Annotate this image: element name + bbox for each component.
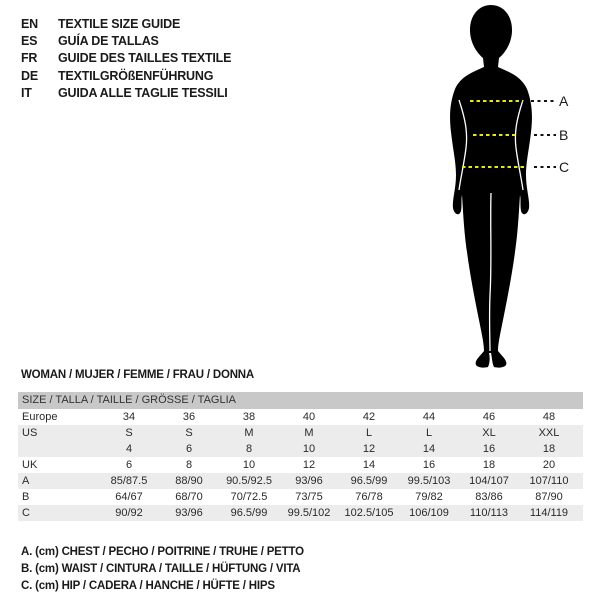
table-cell: 85/87.5 — [110, 475, 148, 487]
table-row-label: C — [22, 507, 30, 519]
table-cell: XL — [482, 427, 496, 439]
table-cell: 102.5/105 — [344, 507, 394, 519]
table-cell: L — [425, 427, 433, 439]
table-cell: 96.5/99 — [350, 475, 388, 487]
language-title: GUIDA ALLE TAGLIE TESSILI — [58, 86, 228, 101]
table-cell: 38 — [242, 411, 256, 423]
woman-silhouette-figure — [400, 0, 600, 380]
table-row — [18, 505, 583, 521]
language-row — [21, 67, 231, 84]
table-row-label: UK — [22, 459, 38, 471]
table-cell: 6 — [125, 459, 133, 471]
table-row-label: A — [22, 475, 30, 487]
table-cell: 90/92 — [115, 507, 143, 519]
legend-item: B. (cm) WAIST / CINTURA / TAILLE / HÜFTUNG / VITA — [21, 563, 301, 575]
table-cell: 93/96 — [175, 507, 203, 519]
table-cell: 104/107 — [469, 475, 509, 487]
table-cell: 12 — [302, 459, 316, 471]
size-table-header: SIZE / TALLA / TAILLE / GRÖSSE / TAGLIA — [18, 392, 583, 409]
table-row — [18, 489, 583, 505]
table-row-label — [18, 441, 99, 457]
table-row — [18, 425, 583, 441]
table-cell: 4 — [125, 443, 133, 455]
language-row — [21, 15, 231, 32]
table-row-label: Europe — [22, 411, 58, 423]
table-cell: 44 — [422, 411, 436, 423]
table-cell: 76/78 — [355, 491, 383, 503]
hip-label: C — [559, 159, 570, 175]
language-title: TEXTILGRÖßENFÜHRUNG — [58, 68, 214, 83]
language-title: GUIDE DES TAILLES TEXTILE — [58, 51, 232, 66]
table-cell: 8 — [245, 443, 253, 455]
table-row — [18, 441, 583, 457]
table-cell: 114/119 — [529, 507, 569, 519]
table-cell: 83/86 — [475, 491, 503, 503]
table-cell: 8 — [185, 459, 193, 471]
table-cell: 12 — [362, 443, 376, 455]
table-row — [18, 457, 583, 473]
table-cell: 14 — [422, 443, 436, 455]
language-code: DE — [21, 68, 38, 83]
table-cell: 106/109 — [409, 507, 449, 519]
table-cell: L — [365, 427, 373, 439]
table-cell: 73/75 — [295, 491, 323, 503]
table-cell: 34 — [122, 411, 136, 423]
language-row — [21, 85, 231, 102]
language-code: IT — [21, 86, 32, 101]
table-cell: M — [244, 427, 254, 439]
table-cell: 10 — [302, 443, 316, 455]
table-cell: 87/90 — [535, 491, 563, 503]
table-cell: 46 — [482, 411, 496, 423]
table-cell: 110/113 — [469, 507, 509, 519]
table-cell: 40 — [302, 411, 316, 423]
table-cell: 88/90 — [175, 475, 203, 487]
table-cell: 96.5/99 — [230, 507, 268, 519]
language-row — [21, 32, 231, 49]
table-cell: 90.5/92.5 — [226, 475, 272, 487]
section-title: WOMAN / MUJER / FEMME / FRAU / DONNA — [21, 369, 255, 381]
table-cell: 6 — [185, 443, 193, 455]
table-cell: 16 — [422, 459, 436, 471]
table-cell: 20 — [542, 459, 556, 471]
table-cell: XXL — [538, 427, 560, 439]
language-row — [21, 50, 231, 67]
legend-item: A. (cm) CHEST / PECHO / POITRINE / TRUHE / PETTO — [21, 546, 304, 558]
table-cell: 36 — [182, 411, 196, 423]
legend-item: C. (cm) HIP / CADERA / HANCHE / HÜFTE / HIPS — [21, 580, 275, 592]
language-code: FR — [21, 51, 38, 66]
language-code: ES — [21, 34, 38, 49]
table-cell: 64/67 — [115, 491, 143, 503]
chest-label: A — [559, 93, 569, 109]
table-cell: 93/96 — [295, 475, 323, 487]
table-cell: 18 — [482, 459, 496, 471]
language-code: EN — [21, 16, 38, 31]
table-cell: 10 — [242, 459, 256, 471]
table-cell: 79/82 — [415, 491, 443, 503]
waist-label: B — [559, 127, 569, 143]
size-table — [18, 392, 583, 521]
table-cell: 99.5/102 — [287, 507, 331, 519]
table-cell: 48 — [542, 411, 556, 423]
table-row — [18, 473, 583, 489]
table-cell: 68/70 — [175, 491, 203, 503]
table-cell: 42 — [362, 411, 376, 423]
language-title: TEXTILE SIZE GUIDE — [58, 16, 181, 31]
size-table-body — [18, 409, 583, 521]
table-cell: 16 — [482, 443, 496, 455]
table-cell: 99.5/103 — [407, 475, 451, 487]
table-cell: S — [125, 427, 133, 439]
measurement-legend — [21, 544, 304, 595]
table-cell: 107/110 — [529, 475, 569, 487]
table-row-label: US — [22, 427, 38, 439]
table-row-label: B — [22, 491, 30, 503]
language-list — [21, 15, 231, 102]
table-cell: M — [304, 427, 314, 439]
language-title: GUÍA DE TALLAS — [58, 34, 159, 49]
body-silhouette — [450, 5, 532, 368]
table-cell: 18 — [542, 443, 556, 455]
table-cell: 14 — [362, 459, 376, 471]
table-cell: S — [185, 427, 193, 439]
table-cell: 70/72.5 — [230, 491, 268, 503]
table-row — [18, 409, 583, 425]
